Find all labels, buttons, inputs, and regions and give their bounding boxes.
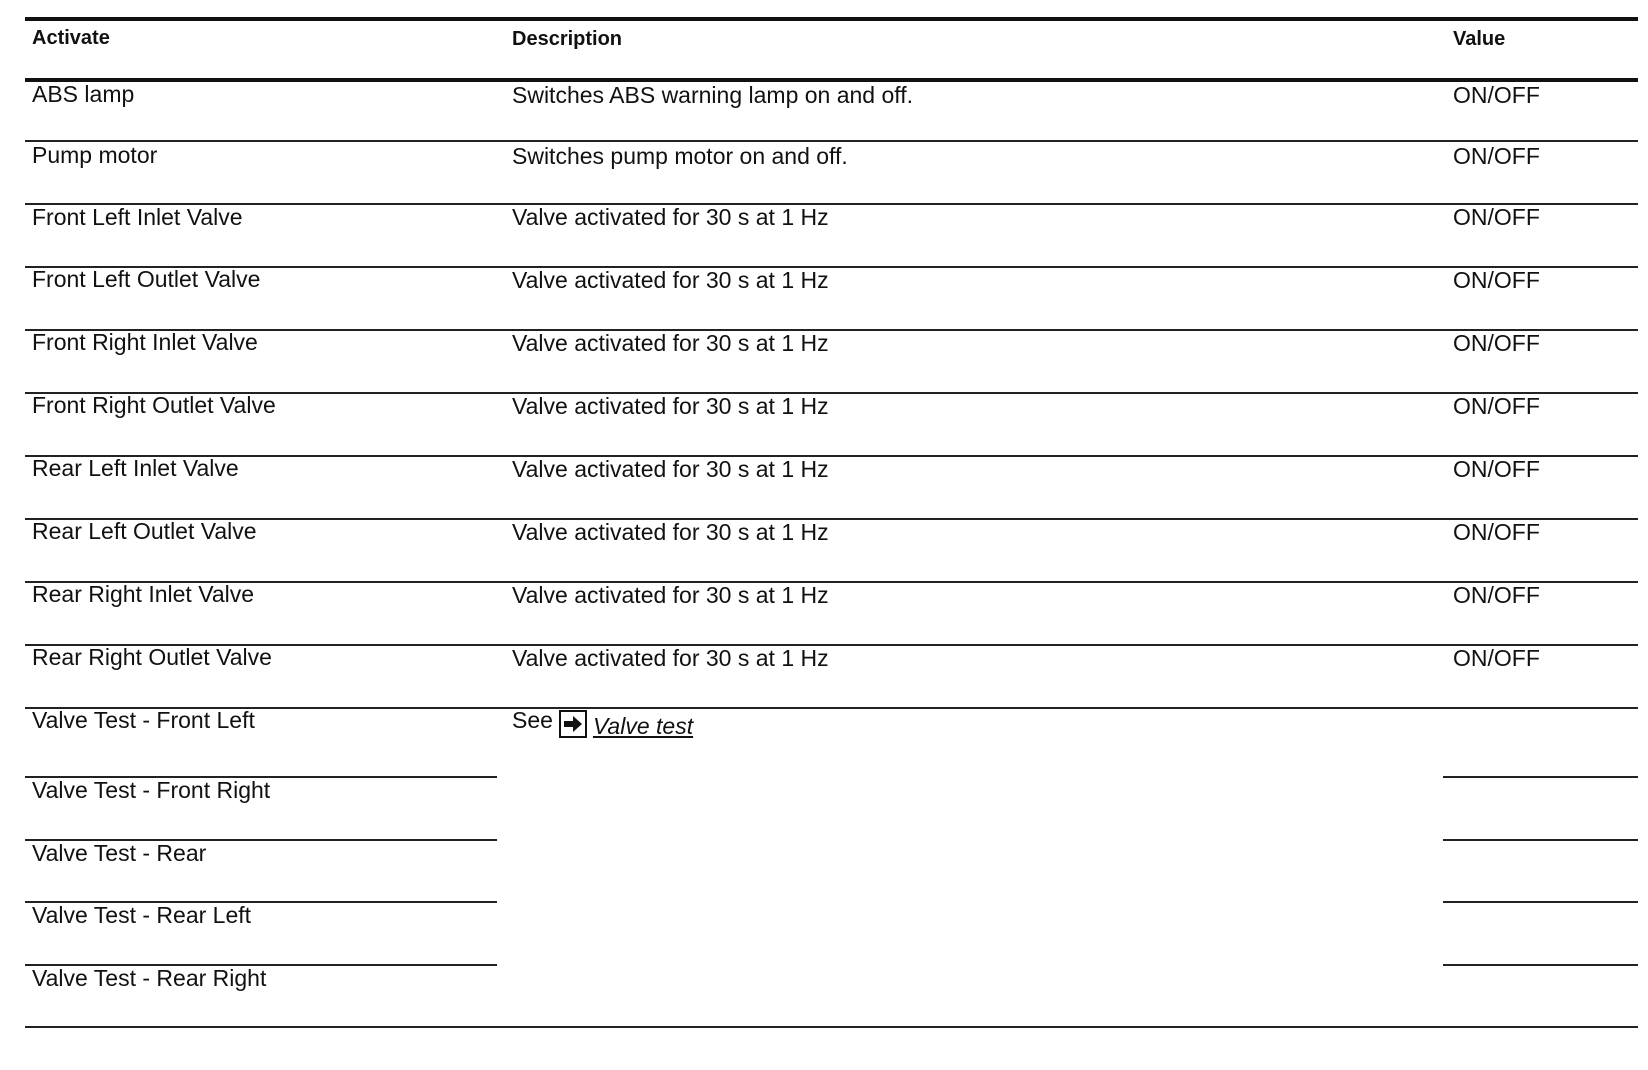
row-rule bbox=[25, 266, 1638, 268]
row-activate: Front Left Inlet Valve bbox=[32, 204, 243, 230]
valve-test-item: Valve Test - Rear Right bbox=[32, 965, 267, 991]
row-activate: Rear Left Inlet Valve bbox=[32, 455, 239, 481]
row-rule bbox=[1443, 901, 1638, 903]
arrow-right-icon[interactable] bbox=[559, 710, 587, 738]
row-activate: Front Right Outlet Valve bbox=[32, 392, 276, 418]
row-activate: ABS lamp bbox=[32, 81, 135, 107]
activation-table bbox=[25, 0, 1638, 1070]
row-value: ON/OFF bbox=[1453, 143, 1540, 169]
see-label: See bbox=[512, 707, 553, 733]
row-description: Valve activated for 30 s at 1 Hz bbox=[512, 645, 829, 671]
row-rule bbox=[25, 707, 1638, 709]
row-description: Switches ABS warning lamp on and off. bbox=[512, 82, 914, 108]
header-description: Description bbox=[512, 28, 623, 50]
row-rule bbox=[25, 581, 1638, 583]
row-activate: Rear Right Inlet Valve bbox=[32, 581, 255, 607]
row-rule bbox=[1443, 839, 1638, 841]
row-rule bbox=[25, 203, 1638, 205]
row-value: ON/OFF bbox=[1453, 645, 1540, 671]
row-value: ON/OFF bbox=[1453, 582, 1540, 608]
row-activate: Front Right Inlet Valve bbox=[32, 329, 258, 355]
valve-test-item: Valve Test - Rear bbox=[32, 840, 207, 866]
valve-test-item: Valve Test - Front Right bbox=[32, 777, 271, 803]
row-activate: Rear Right Outlet Valve bbox=[32, 644, 272, 670]
row-value: ON/OFF bbox=[1453, 204, 1540, 230]
header-value: Value bbox=[1453, 28, 1506, 50]
row-description: Valve activated for 30 s at 1 Hz bbox=[512, 519, 829, 545]
row-description: Valve activated for 30 s at 1 Hz bbox=[512, 204, 829, 230]
row-value: ON/OFF bbox=[1453, 330, 1540, 356]
row-value: ON/OFF bbox=[1453, 267, 1540, 293]
row-activate: Front Left Outlet Valve bbox=[32, 266, 261, 292]
row-rule bbox=[1443, 776, 1638, 778]
row-rule bbox=[25, 518, 1638, 520]
row-description: Valve activated for 30 s at 1 Hz bbox=[512, 330, 829, 356]
row-activate: Pump motor bbox=[32, 142, 158, 168]
valve-test-link[interactable]: Valve test bbox=[592, 713, 694, 739]
row-activate: Rear Left Outlet Valve bbox=[32, 518, 257, 544]
row-rule bbox=[1443, 964, 1638, 966]
row-description: Switches pump motor on and off. bbox=[512, 143, 848, 169]
valve-test-item: Valve Test - Front Left bbox=[32, 707, 255, 733]
row-value: ON/OFF bbox=[1453, 519, 1540, 545]
row-description: Valve activated for 30 s at 1 Hz bbox=[512, 456, 829, 482]
table-bottom-rule bbox=[25, 1026, 1638, 1028]
row-value: ON/OFF bbox=[1453, 456, 1540, 482]
row-value: ON/OFF bbox=[1453, 82, 1540, 108]
row-description: Valve activated for 30 s at 1 Hz bbox=[512, 582, 829, 608]
row-description: Valve activated for 30 s at 1 Hz bbox=[512, 393, 829, 419]
table-top-rule bbox=[25, 17, 1638, 21]
row-description: Valve activated for 30 s at 1 Hz bbox=[512, 267, 829, 293]
row-rule bbox=[25, 455, 1638, 457]
row-value: ON/OFF bbox=[1453, 393, 1540, 419]
header-activate: Activate bbox=[32, 27, 110, 49]
valve-test-reference bbox=[512, 706, 694, 739]
row-rule bbox=[25, 329, 1638, 331]
valve-test-item: Valve Test - Rear Left bbox=[32, 902, 252, 928]
